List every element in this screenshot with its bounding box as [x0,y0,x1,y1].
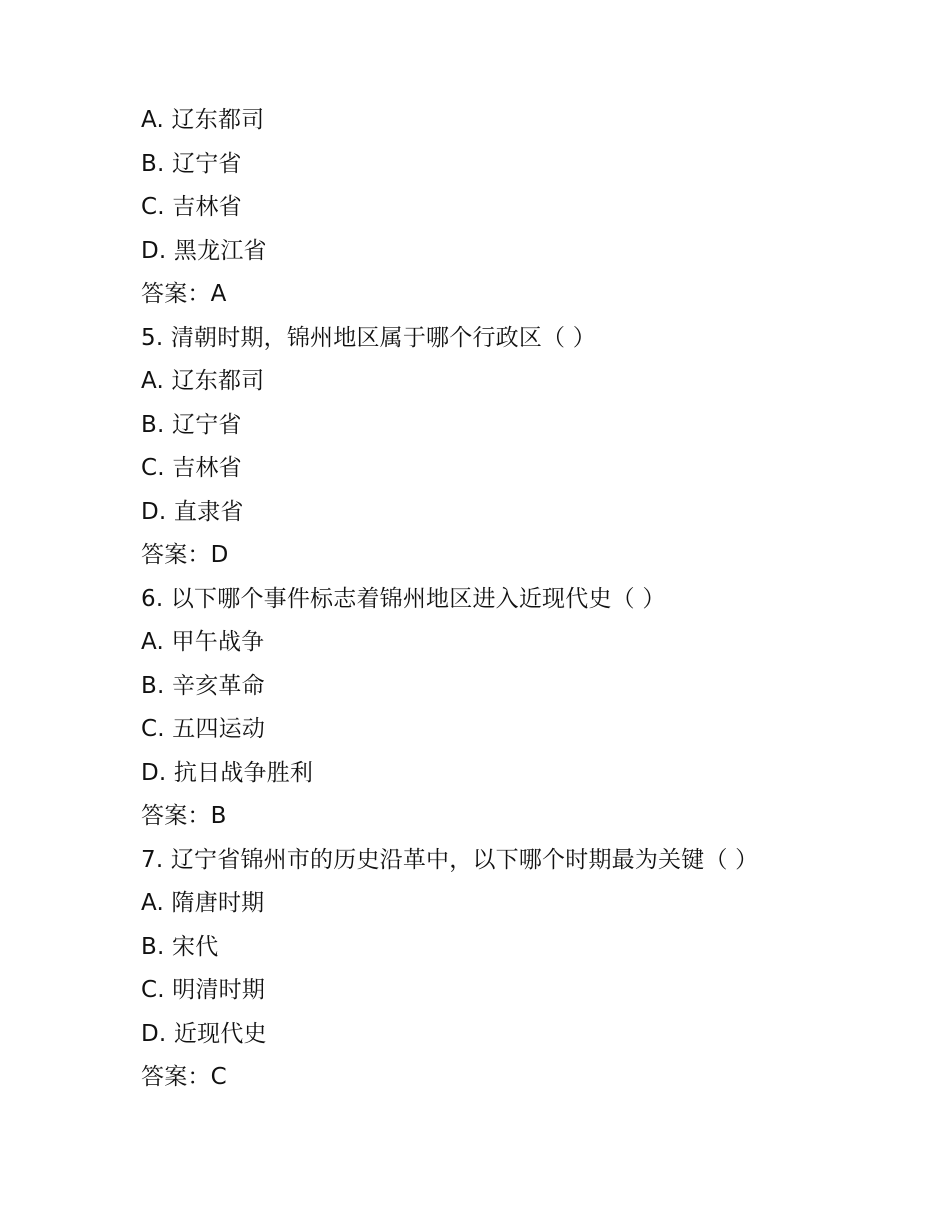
option-d: D. 直隶省 [141,498,244,525]
option-a: A. 甲午战争 [141,629,265,655]
answer-line: 答案：D [141,542,229,568]
option-b: B. 辽宁省 [141,150,242,177]
option-d: D. 抗日战争胜利 [141,759,314,786]
option-c: C. 吉林省 [141,455,242,481]
option-b: B. 宋代 [141,933,219,960]
question-7: 7. 辽宁省锦州市的历史沿革中，以下哪个时期最为关键（ ） [141,846,759,873]
answer-line: 答案：A [141,281,227,307]
option-b: B. 辽宁省 [141,411,242,438]
option-d: D. 近现代史 [141,1020,267,1047]
option-b: B. 辛亥革命 [141,672,265,699]
option-a: A. 隋唐时期 [141,890,265,916]
option-c: C. 明清时期 [141,977,266,1003]
question-6: 6. 以下哪个事件标志着锦州地区进入近现代史（ ） [141,585,666,612]
option-c: C. 吉林省 [141,194,242,220]
option-a: A. 辽东都司 [141,368,265,394]
option-a: A. 辽东都司 [141,107,265,133]
option-d: D. 黑龙江省 [141,237,267,264]
answer-line: 答案：B [141,803,227,829]
quiz-content [141,99,901,1100]
question-5: 5. 清朝时期，锦州地区属于哪个行政区（ ） [141,324,596,351]
option-c: C. 五四运动 [141,716,266,742]
answer-line: 答案：C [141,1064,227,1090]
